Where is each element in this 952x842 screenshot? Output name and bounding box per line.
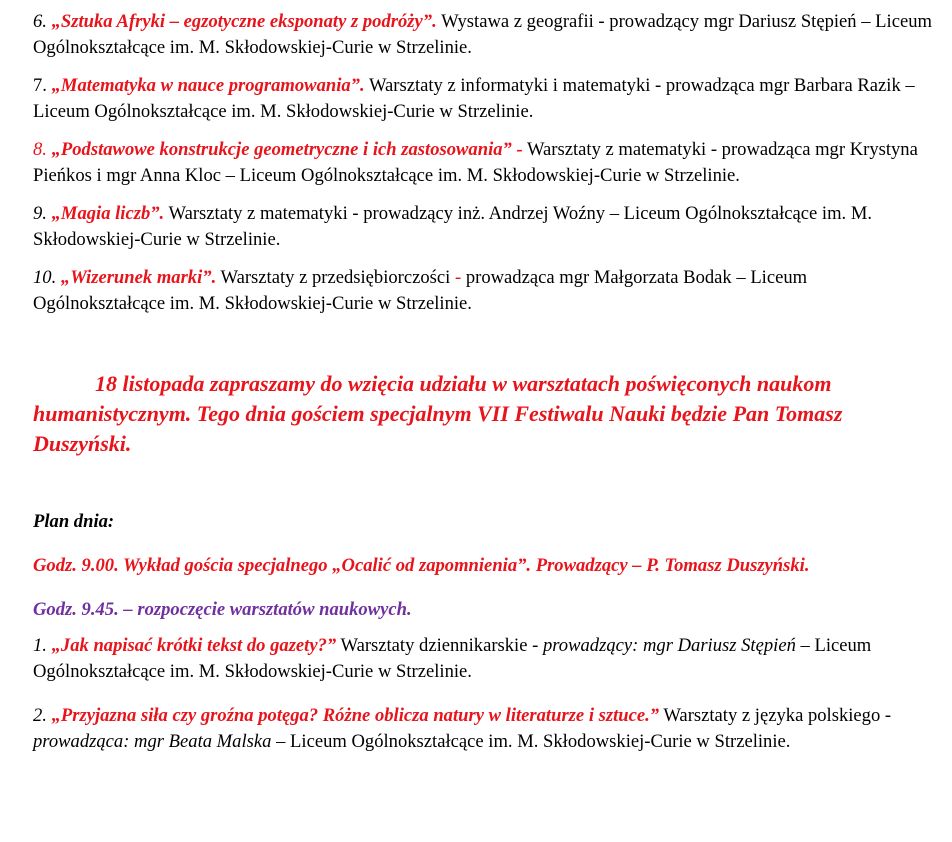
workshop-number: 2.: [33, 705, 47, 726]
item-description: Warsztaty z matematyki - prowadzący inż. Andrzej Woźny – Liceum Ogólnokształcące im. M. Skłodowskiej-Curie w Strzelinie.: [33, 203, 873, 250]
plan-line-workshops-start: Godz. 9.45. – rozpoczęcie warsztatów naukowych.: [33, 599, 412, 620]
workshop-leader: prowadząca: mgr Beata Malska: [33, 731, 272, 752]
item-title: „Magia liczb”.: [51, 203, 165, 224]
item-title: „Wizerunek marki”.: [60, 267, 217, 288]
plan-heading: Plan dnia:: [33, 511, 115, 532]
item-description: Wystawa z geografii - prowadzący mgr Dariusz Stępień – Liceum Ogólnokształcące im. M. Skłodowskiej-Curie w Strzelinie.: [33, 11, 932, 58]
item-title: „Sztuka Afryki – egzotyczne eksponaty z podróży”.: [51, 11, 437, 32]
list-item-10: [33, 265, 933, 317]
list-item-6: [33, 9, 933, 61]
workshop-location: – Liceum Ogólnokształcące im. M. Skłodowskiej-Curie w Strzelinie.: [33, 635, 872, 682]
item-description: Warsztaty z matematyki - prowadząca mgr Krystyna Pieńkos i mgr Anna Kloc – Liceum Ogólnokształcące im. M. Skłodowskiej-Curie w Strzelinie.: [33, 139, 918, 186]
workshop-title: „Jak napisać krótki tekst do gazety?”: [51, 635, 337, 656]
workshop-leader: prowadzący: mgr Dariusz Stępień: [542, 635, 796, 656]
item-description: Warsztaty z informatyki i matematyki - prowadząca mgr Barbara Razik – Liceum Ogólnokształcące im. M. Skłodowskiej-Curie w Strzelinie.: [33, 75, 915, 122]
item-title: „Podstawowe konstrukcje geometryczne i ich zastosowania” -: [51, 139, 523, 160]
workshop-number: 1.: [33, 635, 47, 656]
document-page: [33, 9, 933, 755]
item-number: 6.: [33, 11, 47, 32]
workshop-item-1: [33, 633, 933, 685]
item-number: 7.: [33, 75, 47, 96]
list-item-9: [33, 201, 933, 253]
workshop-type: Warsztaty z języka polskiego -: [663, 705, 892, 726]
workshop-title: „Przyjazna siła czy groźna potęga? Różne oblicza natury w literaturze i sztuce.”: [51, 705, 660, 726]
workshop-type: Warsztaty dziennikarskie -: [340, 635, 539, 656]
item-number: 9.: [33, 203, 47, 224]
item-dash: -: [454, 267, 462, 288]
item-number: 8.: [33, 139, 47, 160]
item-description: Warsztaty z przedsiębiorczości: [220, 267, 451, 288]
item-title: „Matematyka w nauce programowania”.: [51, 75, 365, 96]
list-item-8: [33, 137, 933, 189]
workshop-item-2: [33, 703, 933, 755]
plan-line-lecture: Godz. 9.00. Wykład gościa specjalnego „Ocalić od zapomnienia”. Prowadzący – P. Tomasz Duszyński.: [33, 555, 810, 576]
workshop-location: – Liceum Ogólnokształcące im. M. Skłodowskiej-Curie w Strzelinie.: [276, 731, 791, 752]
item-number: 10.: [33, 267, 57, 288]
item-description-rest: prowadząca mgr Małgorzata Bodak – Liceum Ogólnokształcące im. M. Skłodowskiej-Curie w Strzelinie.: [33, 267, 808, 314]
announcement: 18 listopada zapraszamy do wzięcia udziału w warsztatach poświęconych naukom humanistycznym. Tego dnia gościem specjalnym VII Festiwalu Nauki będzie Pan Tomasz Duszyński.: [33, 371, 843, 456]
list-item-7: [33, 73, 933, 125]
